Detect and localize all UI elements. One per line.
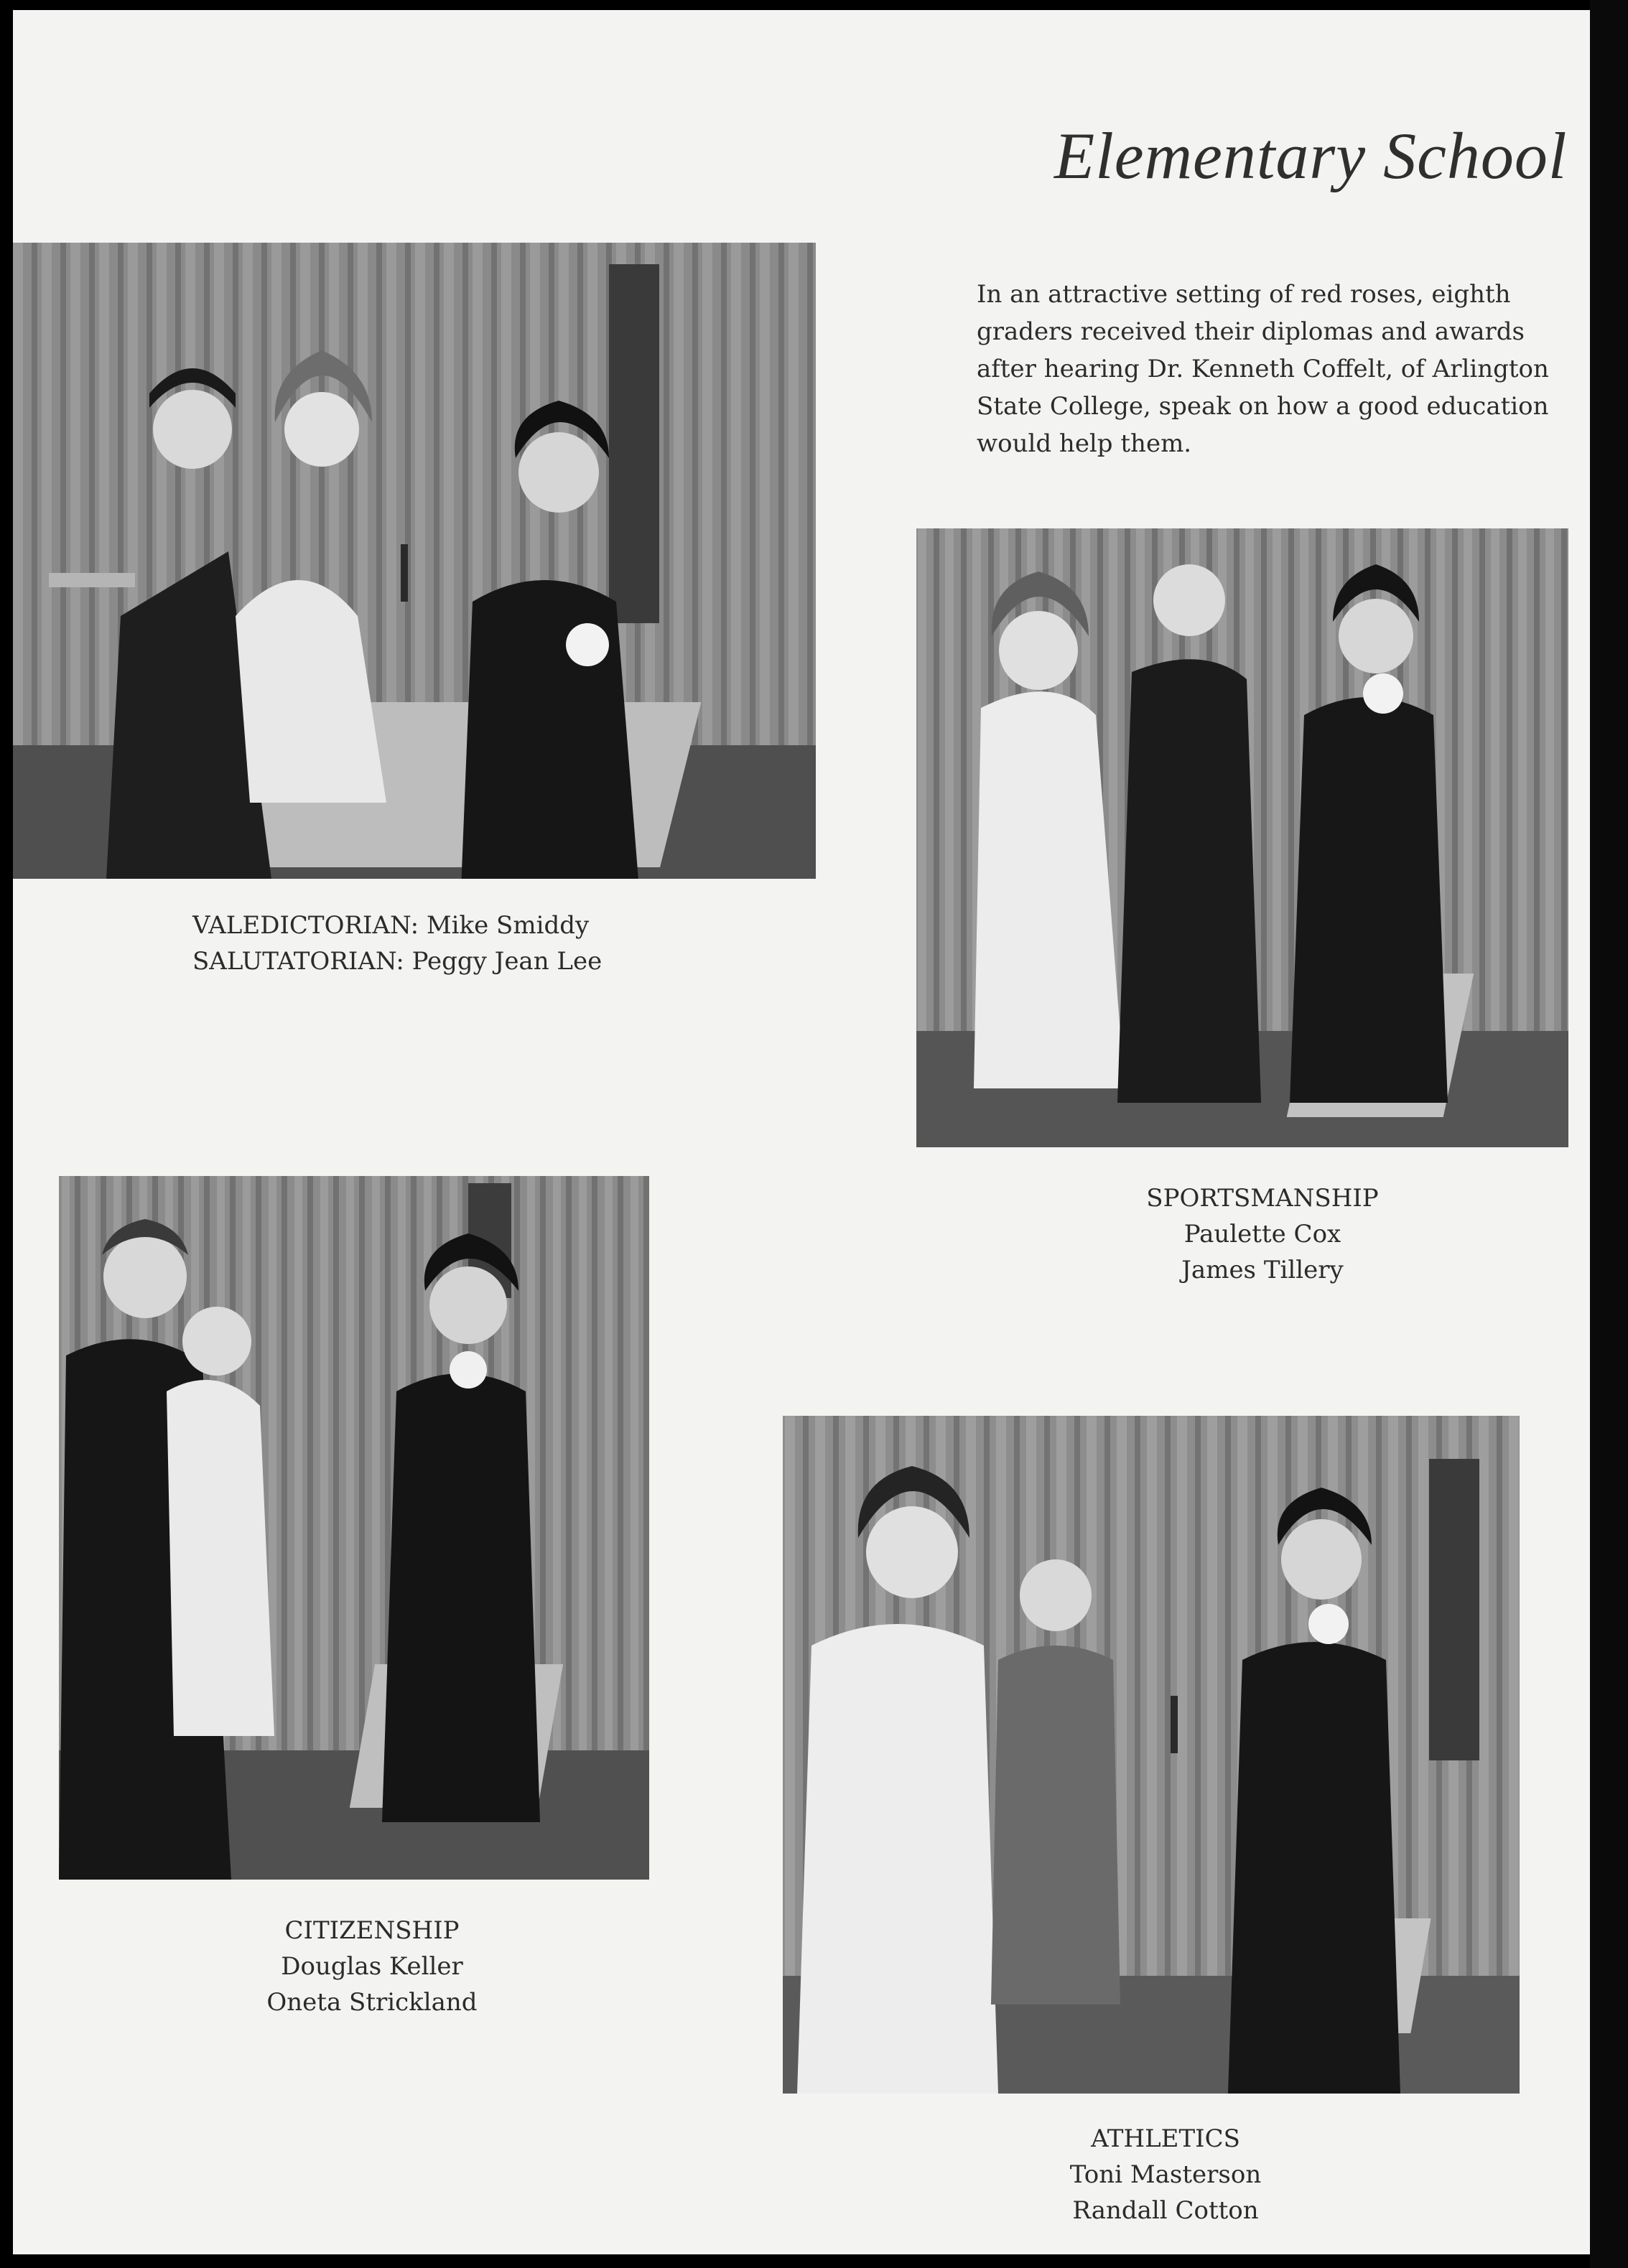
citizenship-photo (59, 1176, 649, 1880)
citizenship-caption (228, 1913, 516, 2020)
valedictorian-photo (13, 243, 816, 879)
sportsmanship-caption (1083, 1180, 1442, 1288)
salutatorian-line: SALUTATORIAN: Peggy Jean Lee (192, 947, 603, 976)
citizenship-name-1: Douglas Keller (281, 1952, 463, 1981)
valedictorian-line: VALEDICTORIAN: Mike Smiddy (192, 911, 590, 940)
valedictorian-caption (192, 907, 602, 979)
citizenship-name-2: Oneta Strickland (266, 1988, 478, 2017)
intro-paragraph: In an attractive setting of red roses, eighth graders received their diplomas and awards after hearing Dr. Kenneth Coffelt, of Arlington State College, speak on how a good education would help them. (977, 280, 1549, 458)
sportsmanship-name-1: Paulette Cox (1183, 1220, 1341, 1249)
athletics-name-1: Toni Masterson (1069, 2160, 1262, 2189)
citizenship-heading: CITIZENSHIP (284, 1916, 460, 1945)
yearbook-page (13, 10, 1590, 2254)
athletics-caption (1004, 2121, 1327, 2229)
athletics-photo (783, 1416, 1520, 2094)
sportsmanship-heading: SPORTSMANSHIP (1146, 1184, 1379, 1213)
binding-edge (1590, 0, 1628, 2268)
page-title: Elementary School (1054, 119, 1568, 192)
athletics-name-2: Randall Cotton (1072, 2196, 1259, 2225)
sportsmanship-photo (916, 528, 1568, 1147)
athletics-heading: ATHLETICS (1091, 2124, 1240, 2153)
sportsmanship-name-2: James Tillery (1181, 1256, 1344, 1284)
